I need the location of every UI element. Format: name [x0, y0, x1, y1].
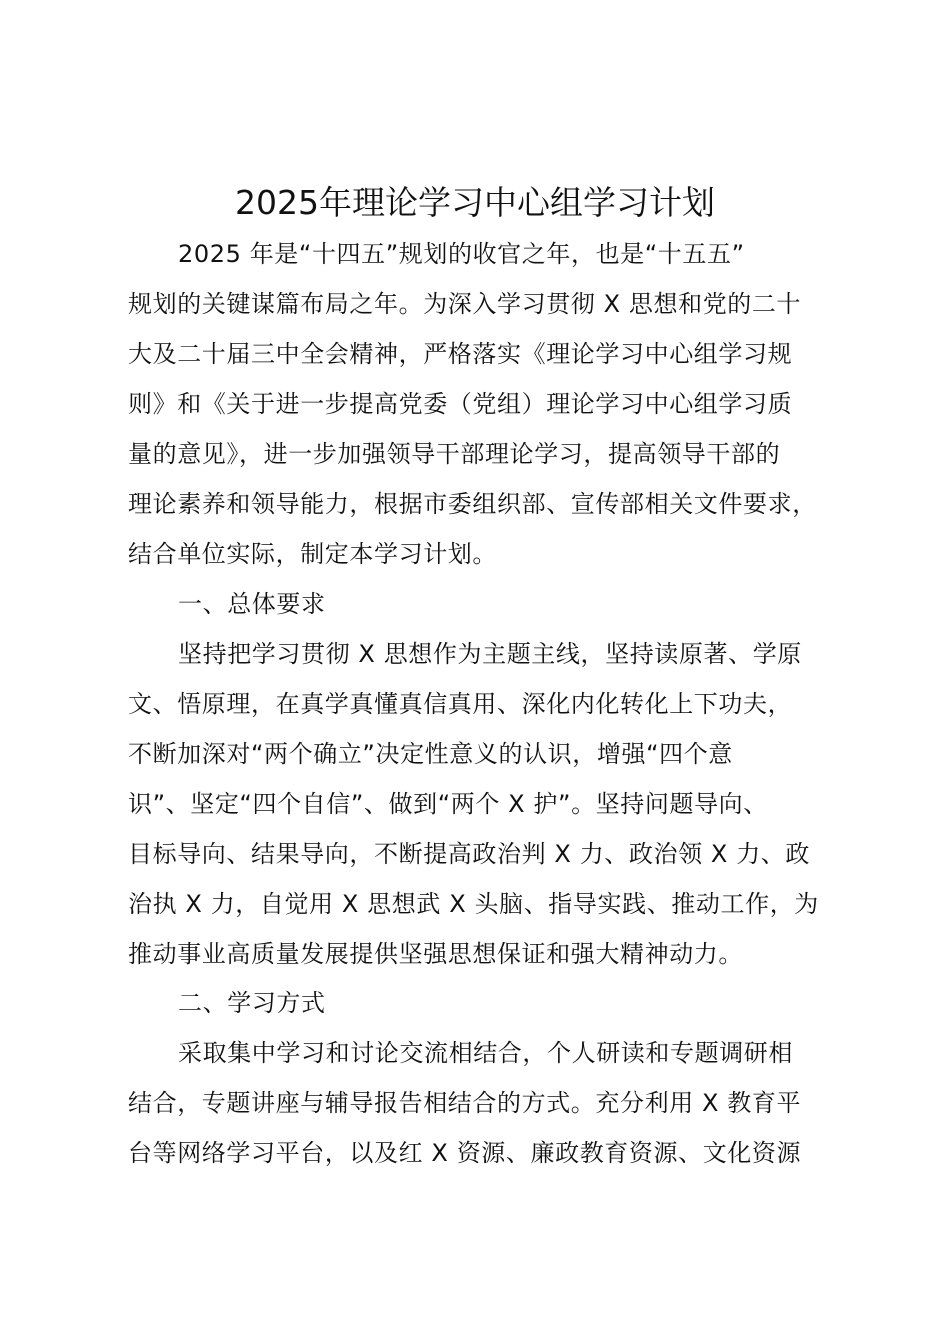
- intro-line-3: 大及二十届三中全会精神，严格落实《理论学习中心组学习规: [128, 340, 793, 368]
- section1-line-3: 不断加深对“两个确立”决定性意义的认识，增强“四个意: [128, 740, 733, 768]
- section-heading-study-methods: 二、学习方式: [178, 989, 326, 1017]
- intro-line-6: 理论素养和领导能力，根据市委组织部、宣传部相关文件要求，: [128, 490, 817, 518]
- section1-line-5: 目标导向、结果导向，不断提高政治判 X 力、政治领 X 力、政: [128, 840, 810, 868]
- section1-line-7: 推动事业高质量发展提供坚强思想保证和强大精神动力。: [128, 940, 743, 968]
- section1-line-4: 识”、坚定“四个自信”、做到“两个 X 护”。坚持问题导向、: [128, 790, 768, 818]
- intro-line-1: 2025 年是“十四五”规划的收官之年，也是“十五五”: [178, 240, 745, 268]
- section2-line-2: 结合，专题讲座与辅导报告相结合的方式。充分利用 X 教育平: [128, 1089, 802, 1117]
- section2-line-1: 采取集中学习和讨论交流相结合，个人研读和专题调研相: [178, 1039, 793, 1067]
- document-title: 2025年理论学习中心组学习计划: [235, 183, 715, 222]
- intro-line-7: 结合单位实际，制定本学习计划。: [128, 540, 497, 568]
- section1-line-2: 文、悟原理，在真学真懂真信真用、深化内化转化上下功夫，: [128, 690, 793, 718]
- intro-line-4: 则》和《关于进一步提高党委（党组）理论学习中心组学习质: [128, 390, 793, 418]
- intro-line-5: 量的意见》，进一步加强领导干部理论学习，提高领导干部的: [128, 440, 781, 468]
- section1-line-1: 坚持把学习贯彻 X 思想作为主题主线，坚持读原著、学原: [178, 640, 802, 668]
- intro-line-2: 规划的关键谋篇布局之年。为深入学习贯彻 X 思想和党的二十: [128, 290, 802, 318]
- section-heading-general-requirements: 一、总体要求: [178, 590, 326, 618]
- section2-line-3: 台等网络学习平台，以及红 X 资源、廉政教育资源、文化资源: [128, 1139, 802, 1167]
- section1-line-6: 治执 X 力，自觉用 X 思想武 X 头脑、指导实践、推动工作，为: [128, 890, 819, 918]
